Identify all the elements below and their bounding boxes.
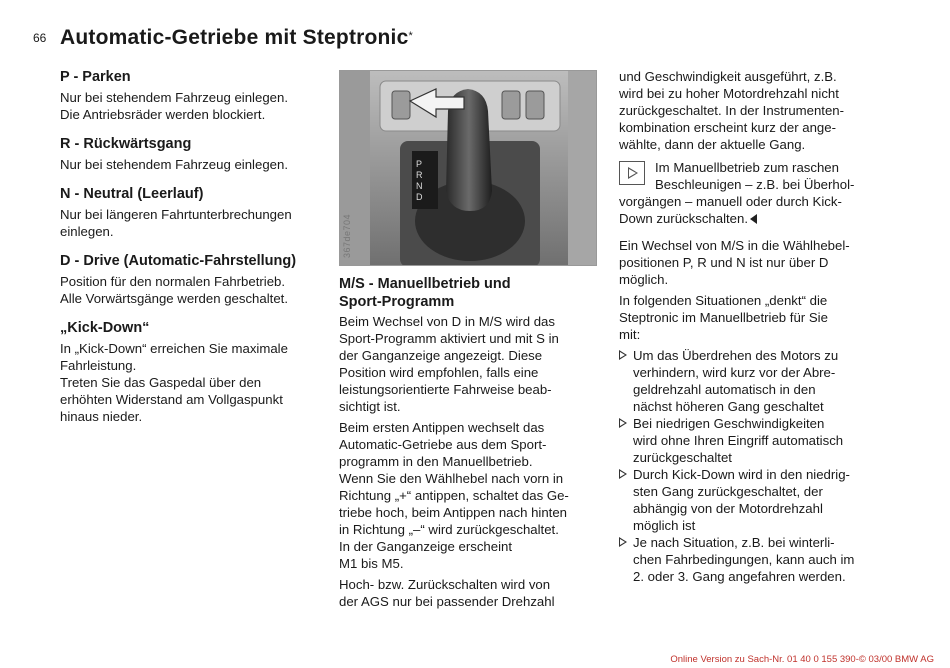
text-line: erhöhten Widerstand am Vollgaspunkt <box>60 392 283 407</box>
text-line: sichtigt ist. <box>339 399 401 414</box>
text-line: Beschleunigen – z.B. bei Überhol- <box>655 177 855 192</box>
text-line: vorgängen – manuell oder durch Kick- <box>619 194 842 209</box>
text-line: Richtung „+“ antippen, schaltet das Ge- <box>339 488 569 503</box>
triangle-bullet-icon <box>619 469 627 479</box>
page-title <box>60 26 413 50</box>
text-line: M1 bis M5. <box>339 556 404 571</box>
text-line: Nur bei längeren Fahrtunterbrechungen <box>60 207 292 222</box>
section-heading <box>339 275 607 311</box>
svg-text:D: D <box>416 192 423 202</box>
text-line: Je nach Situation, z.B. bei winterli- <box>633 535 835 550</box>
note-arrow-icon <box>619 161 645 185</box>
text-line: Durch Kick-Down wird in den niedrig- <box>633 467 850 482</box>
text-line: leistungsorientierte Fahrweise beab- <box>339 382 552 397</box>
section-kickdown <box>60 319 332 425</box>
paragraph <box>619 193 891 227</box>
note-block <box>619 159 891 193</box>
list-item <box>619 347 891 415</box>
section-d <box>60 252 332 307</box>
section-n <box>60 185 332 240</box>
text-line: positionen P, R und N ist nur über D <box>619 255 829 270</box>
paragraph <box>619 237 891 288</box>
text-line: Hoch- bzw. Zurückschalten wird von <box>339 577 551 592</box>
text-line: In der Ganganzeige erscheint <box>339 539 513 554</box>
svg-text:R: R <box>416 170 423 180</box>
list-item <box>619 534 891 585</box>
triangle-bullet-icon <box>619 537 627 547</box>
section-p <box>60 68 332 123</box>
text-line: der AGS nur bei passender Drehzahl <box>339 594 555 609</box>
text-line: In „Kick-Down“ erreichen Sie maximale <box>60 341 288 356</box>
text-line: möglich ist <box>633 518 696 533</box>
text-line: Nur bei stehendem Fahrzeug einlegen. <box>60 157 288 172</box>
text-line: verhindern, wird kurz vor der Abre- <box>633 365 836 380</box>
text-line: Um das Überdrehen des Motors zu <box>633 348 839 363</box>
text-line: triebe hoch, beim Antippen nach hinten <box>339 505 568 520</box>
text-line: programm in den Manuellbetrieb. <box>339 454 533 469</box>
text-line: nächst höheren Gang geschaltet <box>633 399 824 414</box>
asterisk-mark: * <box>408 30 413 42</box>
text-line: einlegen. <box>60 224 114 239</box>
column-left <box>60 68 332 437</box>
paragraph <box>339 576 607 610</box>
section-heading: „Kick-Down“ <box>60 320 150 336</box>
text-line: sten Gang zurückgeschaltet, der <box>633 484 823 499</box>
section-heading: P - Parken <box>60 69 131 85</box>
text-line: zurückgeschaltet <box>633 450 732 465</box>
text-line: wird bei zu hoher Motordrehzahl nicht <box>619 86 839 101</box>
page-number: 66 <box>33 31 47 45</box>
text-line: Treten Sie das Gaspedal über den <box>60 375 262 390</box>
text-line: In folgenden Situationen „denkt“ die <box>619 293 828 308</box>
bullet-list <box>619 347 891 585</box>
heading-line: Sport-Programm <box>339 294 455 310</box>
end-mark-icon <box>750 214 757 224</box>
text-line: der Ganganzeige angezeigt. Diese <box>339 348 543 363</box>
text-line: Fahrleistung. <box>60 358 137 373</box>
text-line: abhängig von der Motordrehzahl <box>633 501 823 516</box>
text-line: geldrehzahl automatisch in den <box>633 382 816 397</box>
text-line: hinaus nieder. <box>60 409 143 424</box>
text-line: Sport-Programm aktiviert und mit S in <box>339 331 559 346</box>
text-line: Alle Vorwärtsgänge werden geschaltet. <box>60 291 288 306</box>
text-line: und Geschwindigkeit ausgeführt, z.B. <box>619 69 837 84</box>
footer-copyright: Online Version zu Sach-Nr. 01 40 0 155 390-© 03/00 BMW AG <box>670 654 934 665</box>
text-line: zurückgeschaltet. In der Instrumenten- <box>619 103 845 118</box>
text-line: wird ohne Ihren Eingriff automatisch <box>633 433 844 448</box>
gear-selector-photo <box>339 70 597 266</box>
column-middle <box>339 275 607 614</box>
svg-text:P: P <box>416 159 423 169</box>
text-line: Im Manuellbetrieb zum raschen <box>655 160 839 175</box>
text-line: in Richtung „–“ wird zurückgeschaltet. <box>339 522 559 537</box>
paragraph <box>339 313 607 415</box>
heading-line: M/S - Manuellbetrieb und <box>339 276 511 292</box>
text-line: Nur bei stehendem Fahrzeug einlegen. <box>60 90 288 105</box>
text-line: Down zurückschalten. <box>619 211 749 226</box>
triangle-bullet-icon <box>619 418 627 428</box>
text-line: Wenn Sie den Wählhebel nach vorn in <box>339 471 564 486</box>
text-line: chen Fahrbedingungen, kann auch im <box>633 552 855 567</box>
text-line: kombination erscheint kurz der ange- <box>619 120 836 135</box>
column-right <box>619 68 891 585</box>
section-heading: N - Neutral (Leerlauf) <box>60 186 204 202</box>
text-line: Die Antriebsräder werden blockiert. <box>60 107 266 122</box>
text-line: Ein Wechsel von M/S in die Wählhebel- <box>619 238 850 253</box>
text-line: Automatic-Getriebe aus dem Sport- <box>339 437 547 452</box>
gear-lever-illustration <box>340 71 597 266</box>
text-line: Position für den normalen Fahrbetrieb. <box>60 274 286 289</box>
text-line: Bei niedrigen Geschwindigkeiten <box>633 416 825 431</box>
text-line: Beim ersten Antippen wechselt das <box>339 420 545 435</box>
text-line: 2. oder 3. Gang angefahren werden. <box>633 569 846 584</box>
page-title-text: Automatic-Getriebe mit Steptronic <box>60 26 409 49</box>
list-item <box>619 466 891 534</box>
section-heading: R - Rückwärtsgang <box>60 136 192 152</box>
triangle-bullet-icon <box>619 350 627 360</box>
text-line: Position wird empfohlen, falls eine <box>339 365 539 380</box>
text-line: wählte, dann der aktuelle Gang. <box>619 137 806 152</box>
section-heading: D - Drive (Automatic-Fahrstellung) <box>60 253 297 269</box>
paragraph <box>619 68 891 153</box>
text-line: Beim Wechsel von D in M/S wird das <box>339 314 555 329</box>
text-line: Steptronic im Manuellbetrieb für Sie <box>619 310 828 325</box>
photo-code: 367de704 <box>342 213 352 258</box>
list-item <box>619 415 891 466</box>
paragraph <box>619 292 891 343</box>
text-line: möglich. <box>619 272 669 287</box>
text-line: mit: <box>619 327 641 342</box>
section-r <box>60 135 332 173</box>
paragraph <box>339 419 607 572</box>
svg-text:N: N <box>416 181 423 191</box>
